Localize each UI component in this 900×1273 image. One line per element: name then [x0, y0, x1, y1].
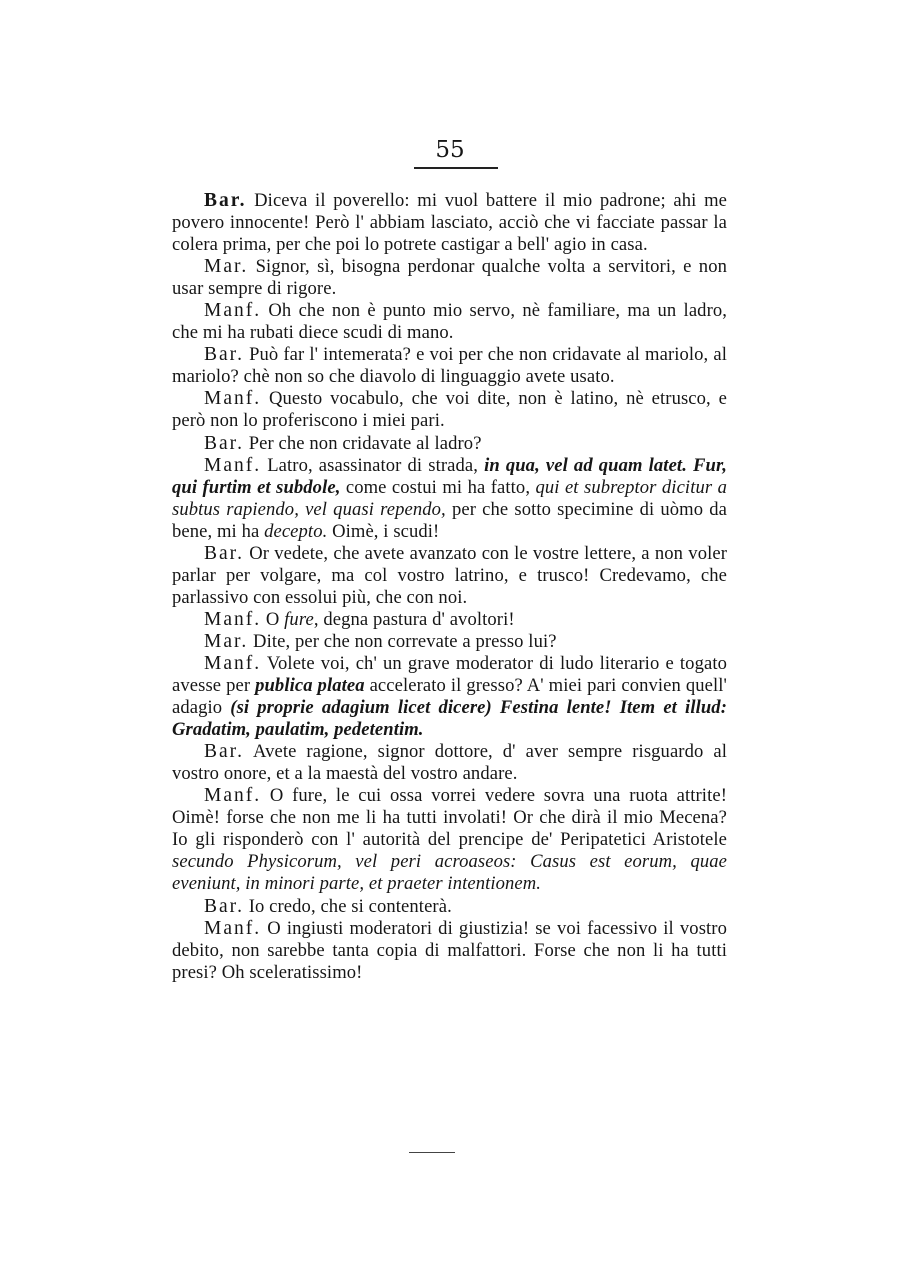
- speaker-label: Manf.: [204, 785, 262, 807]
- speech-text: Oimè, i scudi!: [327, 520, 440, 542]
- speech-text: O fure, le cui ossa vorrei vedere sovra una ruota attrite! Oimè! forse che non me li ha tutti involati! Or che dirà il mio Mecena? Io gli risponderò con l' autorità del prencipe de' Peripatetici Aristotele: [172, 785, 727, 851]
- speech-text: Dite, per che non correvate a presso lui?: [253, 630, 557, 652]
- latin-phrase: qui et subreptor dicitur a subtus rapiendo, vel quasi rependo,: [172, 476, 727, 520]
- speech-text: Io credo, che si contenterà.: [248, 895, 452, 917]
- speaker-label: Manf.: [204, 917, 262, 939]
- speaker-label: Manf.: [204, 300, 262, 322]
- speech-bar-2: [172, 344, 727, 388]
- speech-text: Per che non cridavate al ladro?: [248, 432, 482, 454]
- end-rule: [409, 1152, 455, 1153]
- speech-text: Volete voi, ch' un grave moderator di ludo literario e togato avesse per: [172, 652, 727, 697]
- speech-text: Oh che non è punto mio servo, nè familiare, ma un ladro, che mi ha rubati diece scudi di mano.: [172, 300, 728, 344]
- speech-text: Avete ragione, signor dottore, d' aver sempre risguardo al vostro onore, et a la maestà del vostro andare.: [172, 741, 727, 785]
- speech-manf-2: [172, 388, 727, 432]
- speaker-label: Bar.: [204, 895, 244, 917]
- page-number: 55: [435, 137, 465, 163]
- speech-manf-6: [172, 785, 727, 895]
- latin-phrase: secundo Physicorum, vel peri acroaseos: Casus est eorum, quae eveniunt, in minori parte, et praeter intentionem.: [172, 851, 727, 895]
- latin-phrase: in qua, vel ad quam latet. Fur, qui furtim et subdole,: [172, 454, 728, 498]
- speaker-label: Bar.: [204, 344, 244, 366]
- page-number-rule: [414, 167, 498, 169]
- speaker-label: Mar.: [204, 630, 249, 652]
- speaker-label: Mar.: [204, 256, 249, 278]
- speaker-label: Manf.: [204, 454, 262, 476]
- speech-text: Diceva il poverello: mi vuol battere il mio padrone; ahi me povero innocente! Però l' abbiam lasciato, acciò che vi facciate passar la colera prima, per che poi lo potrete castigar a bell' agio in casa.: [172, 190, 727, 256]
- speech-manf-1: [172, 300, 727, 344]
- speech-text: Latro, asassinator di strada,: [267, 454, 485, 476]
- speech-text: Or vedete, che avete avanzato con le vostre lettere, a non voler parlar per volgare, ma col vostro latrino, e trusco! Credevamo, che parlassivo con essolui più, che con noi.: [172, 542, 728, 608]
- speaker-label: Bar.: [204, 542, 244, 564]
- speaker-label: Bar.: [204, 190, 247, 211]
- speech-bar-5: [172, 741, 727, 785]
- speech-bar-4: [172, 543, 727, 609]
- speech-text: , degna pastura d' avoltori!: [313, 608, 515, 630]
- speech-text: accelerato il gresso? A' miei pari convien quell' adagio: [172, 675, 727, 719]
- latin-phrase: fure: [284, 608, 314, 630]
- speech-mar-2: [172, 631, 727, 653]
- speech-bar-1: [172, 190, 727, 256]
- speech-bar-6: [172, 896, 727, 918]
- speech-manf-3: [172, 455, 727, 543]
- speaker-label: Manf.: [204, 388, 262, 410]
- speech-manf-5: [172, 653, 727, 741]
- latin-phrase: decepto.: [264, 520, 328, 542]
- speech-text: Questo vocabulo, che voi dite, non è latino, nè etrusco, e però non lo proferiscono i miei pari.: [172, 388, 728, 432]
- speech-text: O ingiusti moderatori di giustizia! se voi facessivo il vostro debito, non sarebbe tanta copia di malfattori. Forse che non li ha tutti presi? Oh sceleratissimo!: [172, 917, 727, 983]
- speech-text: Può far l' intemerata? e voi per che non cridavate al mariolo, al mariolo? chè non so che diavolo di linguaggio avete usato.: [172, 344, 728, 388]
- speech-text: per che sotto specimine di uòmo da bene, mi ha: [172, 498, 728, 542]
- speaker-label: Bar.: [204, 432, 244, 454]
- speech-bar-3: [172, 433, 727, 455]
- latin-phrase: publica platea: [255, 675, 365, 697]
- latin-phrase: (si proprie adagium licet dicere) Festina lente! Item et illud: Gradatim, paulatim, pedetentim.: [172, 697, 727, 741]
- speaker-label: Manf.: [204, 608, 262, 630]
- speaker-label: Manf.: [204, 652, 262, 674]
- speech-mar-1: [172, 256, 727, 300]
- speech-text: O: [265, 608, 285, 630]
- speech-text: come costui mi ha fatto,: [340, 476, 536, 498]
- speech-manf-7: [172, 918, 727, 984]
- speech-text: Signor, sì, bisogna perdonar qualche volta a servitori, e non usar sempre di rigore.: [172, 256, 728, 300]
- speaker-label: Bar.: [204, 741, 244, 763]
- speech-manf-4: [172, 609, 727, 631]
- text-body: [172, 190, 727, 984]
